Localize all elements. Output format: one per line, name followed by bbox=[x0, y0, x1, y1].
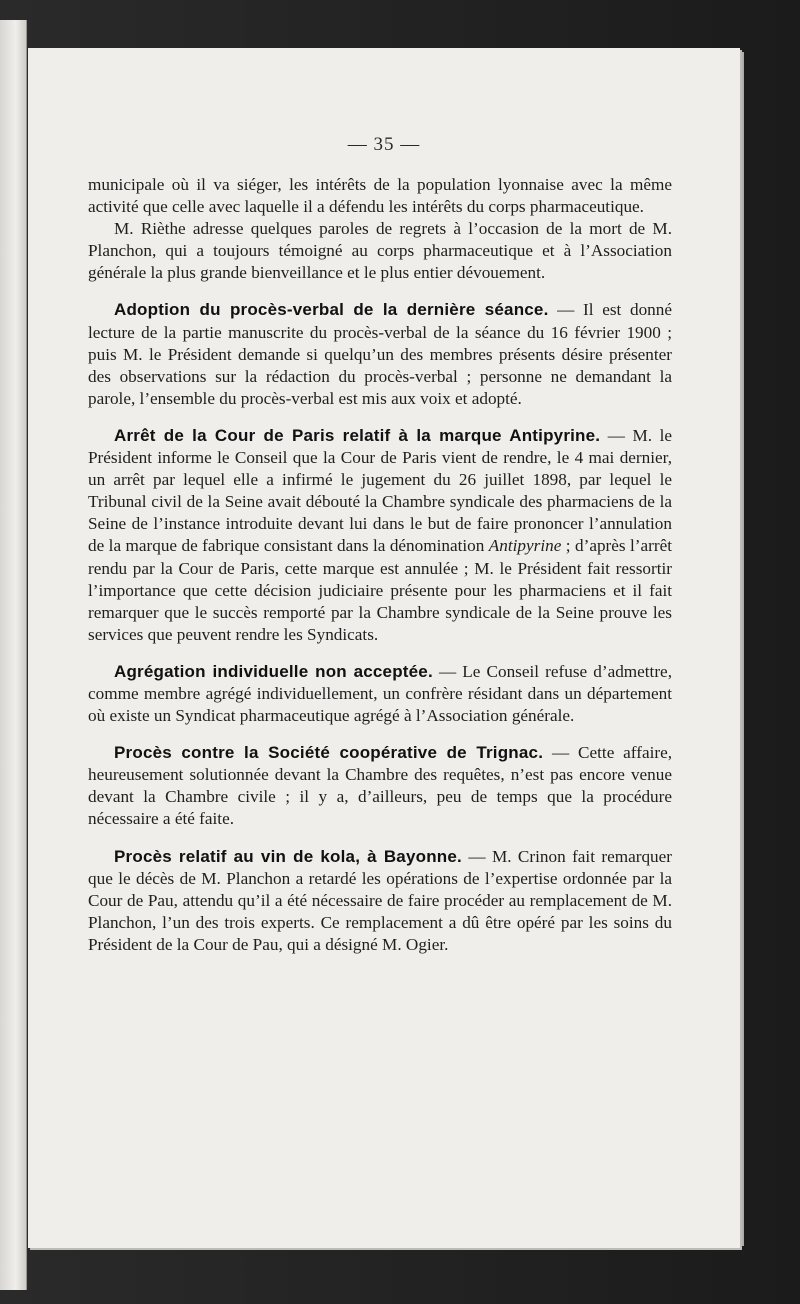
book-page bbox=[28, 48, 740, 1248]
section-paragraph bbox=[88, 742, 672, 830]
section-paragraph bbox=[88, 661, 672, 727]
paragraph-riethe: M. Rièthe adresse quelques paroles de regrets à l’occasion de la mort de M. Planchon, qui a toujours témoigné au corps pharmaceutique et à l’Association générale la plus grande bienveillance et le plus entier dévouement. bbox=[88, 219, 672, 283]
section-body: — Il est donné lecture de la partie manuscrite du procès-verbal de la séance du 16 février 1900 ; puis M. le Président demande si quelqu’un des membres présents désire présenter des observations sur la rédaction du procès-verbal ; personne ne demandant la parole, l’ensemble du procès-verbal est mis aux voix et adopté. bbox=[88, 300, 672, 408]
section-heading: Procès relatif au vin de kola, à Bayonne. bbox=[114, 846, 462, 866]
section-paragraph bbox=[88, 425, 672, 646]
section-paragraph bbox=[88, 299, 672, 409]
paragraph-continuation: municipale où il va siéger, les intérêts de la population lyonnaise avec la même activité que celle avec laquelle il a défendu les intérêts du corps pharmaceutique. bbox=[88, 175, 672, 217]
section-paragraph bbox=[88, 846, 672, 956]
section-arret-cour-paris bbox=[88, 425, 672, 646]
section-agregation bbox=[88, 661, 672, 727]
section-body: — Cette affaire, heureusement solutionnée devant la Chambre des requêtes, n’est pas encore venue devant la Chambre civile ; il y a, d’ailleurs, peu de temps que la procédure nécessaire a été faite. bbox=[88, 743, 673, 829]
page-body bbox=[88, 174, 672, 956]
section-body-part-b: ; d’après l’arrêt rendu par la Cour de Paris, cette marque est annulée ; M. le Président fait ressortir l’importance que cette décision judiciaire présente pour les pharmaciens et il fait remarquer que le succès remporté par la Chambre syndicale de la Seine prouve les services que peuvent rendre les Syndicats. bbox=[88, 536, 672, 644]
section-body: — Le Conseil refuse d’admettre, comme membre agrégé individuellement, un confrère résidant dans un département où existe un Syndicat pharmaceutique agrégé à l’Association générale. bbox=[88, 661, 672, 726]
section-body: — M. Crinon fait remarquer que le décès de M. Planchon a retardé les opérations de l’expertise ordonnée par la Cour de Pau, attendu qu’il a été nécessaire de faire procéder au remplacement de M. Planchon, l’un des trois experts. Ce remplacement a dû être opéré par les soins du Président de la Cour de Pau, qui a désigné M. Ogier. bbox=[88, 846, 672, 954]
section-heading: Adoption du procès-verbal de la dernière séance. bbox=[114, 300, 549, 320]
section-heading: Procès contre la Société coopérative de Trignac. bbox=[114, 743, 544, 763]
section-proces-trignac bbox=[88, 742, 672, 830]
section-heading: Agrégation individuelle non acceptée. bbox=[114, 661, 433, 681]
section-adoption-proces-verbal bbox=[88, 299, 672, 409]
italic-term: Antipyrine bbox=[488, 536, 562, 556]
section-proces-kola bbox=[88, 846, 672, 956]
facing-page-edge bbox=[0, 20, 27, 1290]
section-heading: Arrêt de la Cour de Paris relatif à la marque Antipyrine. bbox=[114, 425, 601, 445]
section-body-part-a: — M. le Président informe le Conseil que la Cour de Paris vient de rendre, le 4 mai dernier, un arrêt par lequel elle a infirmé le jugement du 26 juillet 1898, par lequel le Tribunal civil de la Seine avait débouté la Chambre syndicale des pharmaciens de la Seine de l’instance introduite devant lui dans le but de faire prononcer l’annulation de la marque de fabrique consistant dans la dénomination bbox=[88, 425, 672, 556]
page-number: — 35 — bbox=[347, 134, 421, 155]
